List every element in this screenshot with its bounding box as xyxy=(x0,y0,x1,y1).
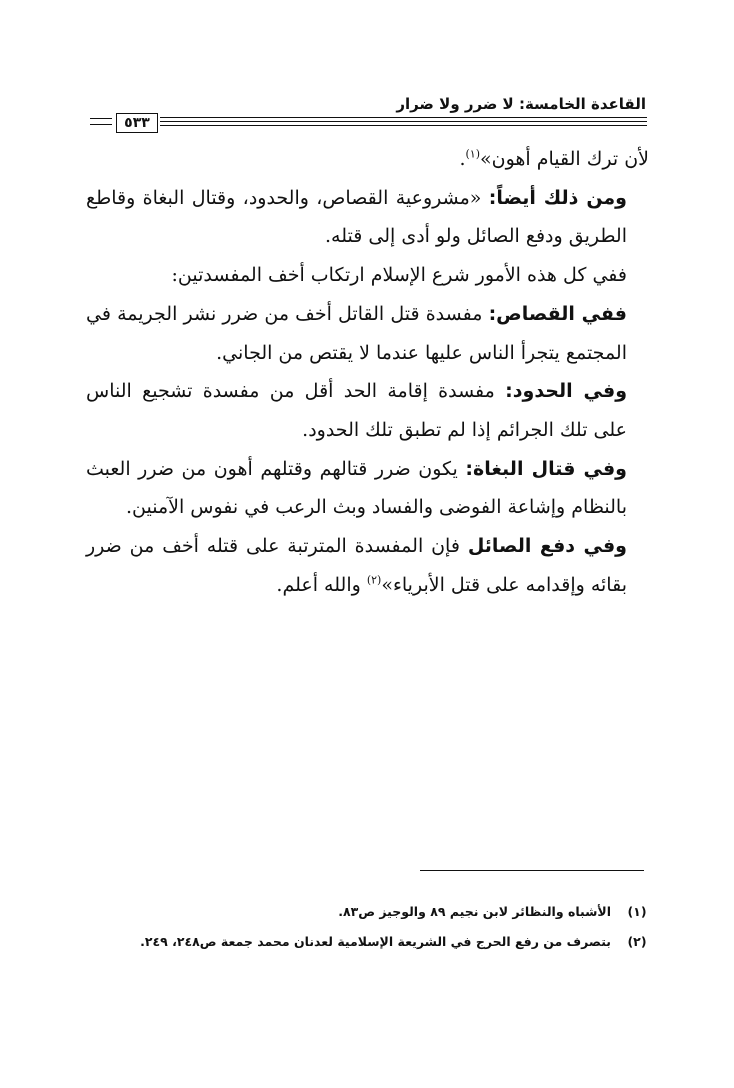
footnote-text: بتصرف من رفع الحرج في الشريعة الإسلامية لعدنان محمد جمعة ص٢٤٨، ٢٤٩. xyxy=(140,934,611,949)
footnotes xyxy=(86,897,651,957)
paragraph xyxy=(86,179,649,256)
paragraph xyxy=(86,372,649,449)
paragraph-lead: وفي قتال البغاة: xyxy=(465,457,627,480)
paragraph-text: مفسدة إقامة الحد أقل من مفسدة تشجيع الناس على تلك الجرائم إذا لم تطبق تلك الحدود. xyxy=(86,380,627,441)
footnote xyxy=(86,897,651,927)
paragraph-lead: ففي القصاص: xyxy=(488,302,627,325)
paragraph-text: لأن ترك القيام أهون» xyxy=(480,148,649,170)
paragraph xyxy=(86,450,649,527)
footnote-ref[interactable]: (٢) xyxy=(366,573,382,587)
page-number-ornament xyxy=(90,124,112,125)
footnote-number: (١) xyxy=(627,904,647,919)
paragraph-text: ففي كل هذه الأمور شرع الإسلام ارتكاب أخف المفسدتين: xyxy=(171,264,627,287)
footnote-separator xyxy=(420,870,644,871)
paragraph xyxy=(86,527,649,604)
footnote xyxy=(86,927,651,957)
header-rule xyxy=(160,125,647,126)
paragraph-lead: وفي الحدود: xyxy=(505,380,628,403)
header-rule xyxy=(160,121,647,122)
header-rule xyxy=(160,117,647,118)
footnote-number: (٢) xyxy=(627,934,647,949)
paragraph-text: مفسدة قتل القاتل أخف من ضرر نشر الجريمة في المجتمع يتجرأ الناس عليها عندما لا يقتص من الجاني. xyxy=(86,302,627,364)
paragraph-text: والله أعلم. xyxy=(276,573,367,596)
page-number: ٥٣٣ xyxy=(116,113,158,133)
paragraph-text: . xyxy=(459,148,466,170)
paragraph-text: يكون ضرر قتالهم وقتلهم أهون من ضرر العبث بالنظام وإشاعة الفوضى والفساد وبث الرعب في نفوس الآمنين. xyxy=(86,457,627,519)
page-number-ornament xyxy=(90,118,112,119)
body-text xyxy=(86,140,649,604)
running-title: القاعدة الخامسة: لا ضرر ولا ضرار xyxy=(396,95,646,113)
paragraph-text: فإن المفسدة المترتبة على قتله أخف من ضرر بقائه وإقدامه على قتل الأبرياء» xyxy=(86,535,627,596)
footnote-ref[interactable]: (١) xyxy=(465,147,480,161)
paragraph xyxy=(86,140,649,179)
footnote-text: الأشباه والنظائر لابن نجيم ٨٩ والوجيز ص٨٣. xyxy=(338,904,611,919)
paragraph-lead: وفي دفع الصائل xyxy=(467,535,627,558)
paragraph xyxy=(86,295,649,372)
paragraph xyxy=(86,256,649,295)
paragraph-text: «مشروعية القصاص، والحدود، وقتال البغاة وقاطع الطريق ودفع الصائل ولو أدى إلى قتله. xyxy=(86,186,627,248)
paragraph-lead: ومن ذلك أيضاً: xyxy=(488,186,627,209)
